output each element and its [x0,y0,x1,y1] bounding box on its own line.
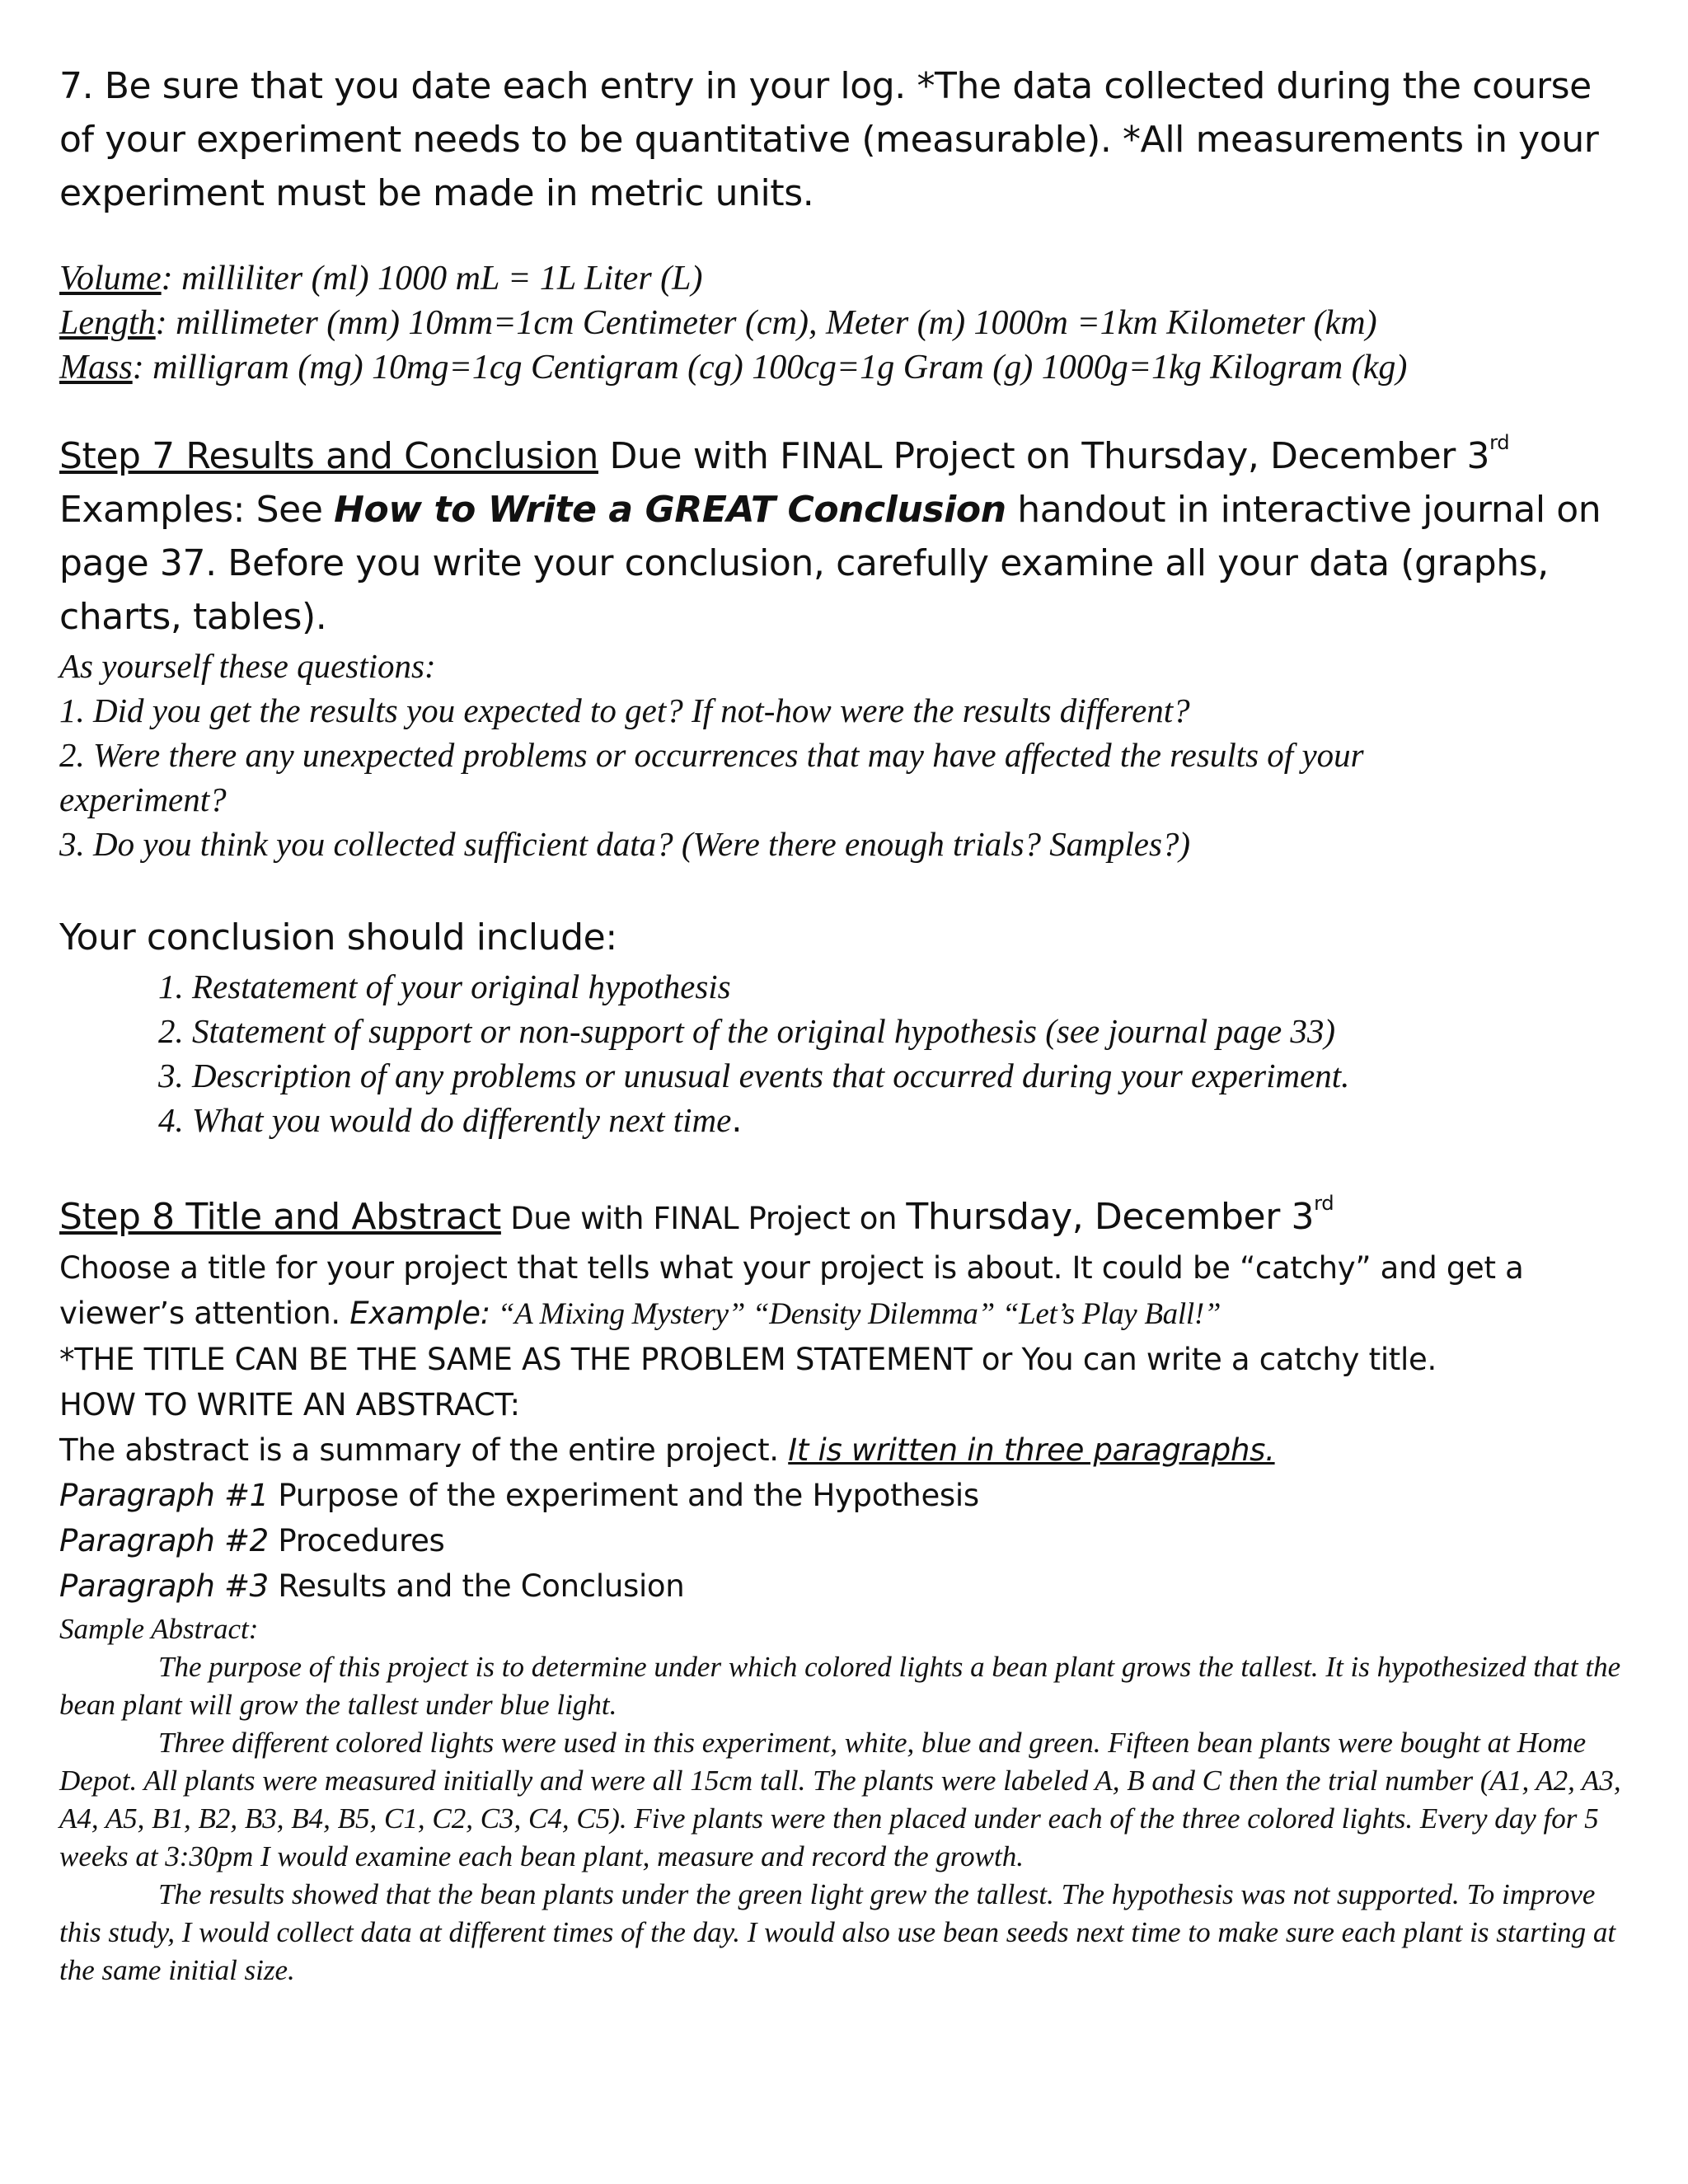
step8-line: HOW TO WRITE AN ABSTRACT: [59,1387,520,1422]
paragraph-1-label: Paragraph #1 [59,1478,269,1513]
paragraph-3-text: Results and the Conclusion [268,1568,685,1604]
example-titles: “A Mixing Mystery” “Density Dilemma” “Let’s Play Ball!” [490,1297,1221,1331]
paragraph-3-line [59,1563,1629,1609]
paragraph-2-label: Paragraph #2 [59,1523,269,1558]
step8-due-sup: rd [1314,1192,1334,1216]
question-item: experiment? [59,780,227,818]
metric-units [59,256,1629,390]
step7-examples-line [59,483,1629,537]
conclusion-item: 2. Statement of support or non-support of the original hypothesis (see journal page 33) [158,1012,1336,1050]
step7-questions [59,644,1629,866]
paragraph-2-line [59,1518,1629,1563]
conclusion-heading: Your conclusion should include: [59,916,617,958]
step8-heading: Step 8 Title and Abstract [59,1196,501,1238]
questions-intro: As yourself these questions: [59,647,436,685]
paragraph-3-label: Paragraph #3 [59,1568,269,1604]
intro-line: of your experiment needs to be quantitative (measurable). *All measurements in your [59,119,1599,161]
sample-abstract [59,1610,1629,1990]
paragraph-1-line [59,1473,1629,1518]
three-paragraphs-emphasis: It is written in three paragraphs. [788,1432,1275,1468]
question-item: 3. Do you think you collected sufficient data? (Were there enough trials? Samples?) [59,825,1191,863]
mass-text: : milligram (mg) 10mg=1cg Centigram (cg) 100cg=1g Gram (g) 1000g=1kg Kilogram (kg) [132,349,1408,387]
conclusion-section [59,911,1629,1142]
question-item: 1. Did you get the results you expected to get? If not-how were the results different? [59,691,1190,729]
conclusion-item-text: 4. What you would do differently next time [158,1101,732,1139]
step8-example-line [59,1291,1629,1337]
volume-text: : milliliter (ml) 1000 mL = 1L Liter (L) [161,260,703,298]
sample-paragraph-2: Three different colored lights were used in this experiment, white, blue and green. Fifteen bean plants were bought at Home Depot. All plants were measured initially and were all 15cm tall. The plants were labeled A, B and C then the trial number (A1, A2, A3, A4, A5, B1, B2, B3, B4, B5, C1, C2, C3, C4, C5). Five plants were then placed under each of the three colored lights. Every day for 5 weeks at 3:30pm I would examine each bean plant, measure and record the growth. [59,1727,1621,1872]
conclusion-item: 3. Description of any problems or unusual events that occurred during your experiment. [158,1057,1350,1094]
step7-due: Due with FINAL Project on Thursday, December 3 [598,435,1490,477]
abstract-summary-text: The abstract is a summary of the entire project. [59,1432,789,1468]
step8-heading-line [59,1190,1629,1245]
step7-heading-line [59,429,1629,483]
paragraph-2-text: Procedures [268,1523,445,1558]
sample-abstract-label: Sample Abstract: [59,1613,259,1645]
step8-abstract-line [59,1427,1629,1473]
volume-label: Volume [59,260,162,298]
step7-examples-suffix: handout in interactive journal on [1006,489,1601,531]
question-item: 2. Were there any unexpected problems or occurrences that may have affected the results of your [59,736,1364,774]
intro-line: 7. Be sure that you date each entry in your log. *The data collected during the course [59,65,1592,107]
step8-example-prefix: viewer’s attention. [59,1296,350,1331]
step7-line: charts, tables). [59,596,327,638]
volume-line [59,256,1629,301]
example-label: Example: [349,1296,490,1331]
step7-examples-prefix: Examples: See [59,489,335,531]
step8-due-small: Due with FINAL Project on [500,1201,907,1236]
length-line [59,301,1629,345]
mass-line [59,345,1629,390]
conclusion-handout-title: How to Write a GREAT Conclusion [334,489,1006,531]
conclusion-final-period: . [731,1100,743,1140]
conclusion-item [158,1098,1629,1142]
document-page [59,59,1629,1990]
sample-paragraph-1: The purpose of this project is to determine under which colored lights a bean plant grows the tallest. It is hypothesized that the bean plant will grow the tallest under blue light. [59,1651,1621,1721]
step8-line: *THE TITLE CAN BE THE SAME AS THE PROBLEM STATEMENT or You can write a catchy title. [59,1342,1437,1377]
conclusion-list [59,964,1629,1142]
paragraph-1-text: Purpose of the experiment and the Hypothesis [268,1478,979,1513]
step7-line: page 37. Before you write your conclusion, carefully examine all your data (graphs, [59,542,1549,584]
step7-heading: Step 7 Results and Conclusion [59,435,598,477]
length-text: : millimeter (mm) 10mm=1cm Centimeter (cm), Meter (m) 1000m =1km Kilometer (km) [155,304,1377,342]
intro-line: experiment must be made in metric units. [59,172,814,214]
intro-section [59,59,1629,220]
conclusion-item: 1. Restatement of your original hypothesis [158,968,731,1005]
step8-section [59,1190,1629,1609]
step8-due-big: Thursday, December 3 [906,1196,1315,1238]
step7-due-sup: rd [1489,431,1510,455]
mass-label: Mass [59,349,133,387]
length-label: Length [59,304,156,342]
step8-body [59,1245,1629,1609]
sample-paragraph-3: The results showed that the bean plants under the green light grew the tallest. The hypothesis was not supported. To improve this study, I would collect data at different times of the day. I would also use bean seeds next time to make sure each plant is starting at the same initial size. [59,1878,1616,1986]
step8-line: Choose a title for your project that tells what your project is about. It could be “catchy” and get a [59,1250,1524,1286]
step7-section [59,429,1629,644]
